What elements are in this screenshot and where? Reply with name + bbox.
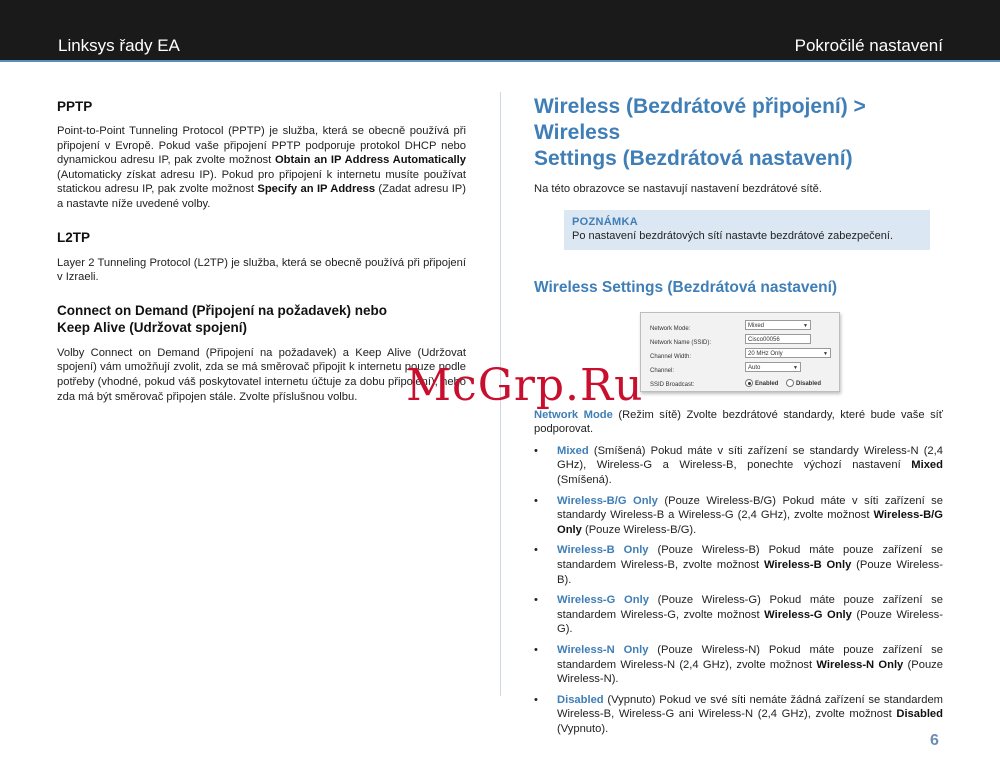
page-header: [0, 0, 1000, 62]
radio-empty-icon: [786, 379, 794, 387]
channel-width-label: Channel Width:: [650, 353, 692, 360]
section-title: Wireless (Bezdrátové připojení) > Wireless Settings (Bezdrátová nastavení): [534, 95, 866, 170]
channel-width-select: 20 MHz Only ▼: [745, 348, 831, 358]
l2tp-heading: L2TP: [57, 229, 91, 245]
pptp-heading: PPTP: [57, 99, 93, 114]
ssid-row: [650, 334, 831, 346]
connect-on-demand-heading: Connect on Demand (Připojení na požadavek) nebo Keep Alive (Udržovat spojení): [57, 302, 388, 335]
wireless-settings-screenshot: [640, 312, 840, 392]
note-text: Po nastavení bezdrátových sítí nastavte bezdrátové zabezpečení.: [572, 230, 894, 243]
bullet-icon: •: [534, 594, 538, 607]
bullet-icon: •: [534, 544, 538, 557]
pptp-paragraph: Point-to-Point Tunneling Protocol (PPTP) je služba, která se obecně používá při připojení v Evropě. Pokud vaše připojení PPTP podporuje protokol DHCP nebo dynamickou adresu IP, pak zvolte možnost Obtain an IP Address Automatically (Automaticky získat adresu IP). Pokud pro připojení k internetu musíte používat statickou adresu IP, pak zvolte možnost Specify an IP Address (Zadat adresu IP) a nastavte níže uvedené volby.: [57, 125, 466, 210]
ssid-broadcast-label: SSID Broadcast:: [650, 381, 695, 388]
ssid-broadcast-row: [650, 376, 831, 388]
chevron-down-icon: ▼: [823, 350, 828, 357]
list-item: • Wireless-N Only (Pouze Wireless-N) Pokud máte pouze zařízení se standardem Wireless-N (2,4 GHz), zvolte možnost Wireless-N Only (Pouze Wireless-N).: [534, 643, 944, 686]
network-mode-list: [534, 444, 943, 737]
header-product-title: Linksys řady EA: [58, 36, 180, 55]
channel-select: Auto ▼: [745, 362, 801, 372]
list-item: • Mixed (Smíšená) Pokud máte v síti zařízení se standardy Wireless-N (2,4 GHz), Wireless-G a Wireless-B, ponechte výchozí nastavení Mixed (Smíšená).: [534, 444, 943, 486]
chevron-down-icon: ▼: [793, 364, 798, 371]
bullet-icon: •: [534, 444, 538, 457]
channel-width-row: [650, 348, 831, 360]
header-section-title: Pokročilé nastavení: [794, 36, 943, 55]
note-box: [564, 210, 930, 250]
enabled-radio: Enabled: [745, 377, 778, 392]
ssid-input: Cisco00056: [745, 334, 811, 344]
connect-on-demand-paragraph: Volby Connect on Demand (Připojení na požadavek) a Keep Alive (Udržovat spojení) vám umožňují zvolit, zda se má směrovač připojit k internetu pouze podle potřeby (vhodné, pokud váš poskytovatel internetu účtuje za dobu připojení), nebo zda má být směrovač připojen stále. Zvolte příslušnou volbu.: [57, 346, 466, 403]
network-mode-row: [650, 320, 831, 332]
list-item: • Wireless-B/G Only (Pouze Wireless-B/G) Pokud máte v síti zařízení se standardy Wireless-B a Wireless-G (2,4 GHz), zvolte možnost Wireless-B/G Only (Pouze Wireless-B/G).: [534, 494, 943, 536]
list-item: • Wireless-G Only (Pouze Wireless-G) Pokud máte pouze zařízení se standardem Wireless-G, zvolte možnost Wireless-G Only (Pouze Wireless-G).: [534, 594, 943, 636]
network-mode-label: Network Mode:: [650, 325, 691, 332]
channel-row: [650, 362, 831, 374]
bullet-icon: •: [534, 693, 538, 706]
bullet-icon: •: [534, 494, 538, 507]
network-mode-paragraph: Network Mode (Režim sítě) Zvolte bezdrátové standardy, které bude vaše síť podporovat.: [534, 408, 943, 436]
ssid-label: Network Name (SSID):: [650, 339, 712, 346]
l2tp-paragraph: Layer 2 Tunneling Protocol (L2TP) je služba, která se obecně používá při připojení v Izraeli.: [57, 256, 466, 284]
disabled-radio: Disabled: [786, 377, 821, 392]
list-item: • Wireless-B Only (Pouze Wireless-B) Pokud máte pouze zařízení se standardem Wireless-B, zvolte možnost Wireless-B Only (Pouze Wireless-B).: [534, 544, 943, 586]
chevron-down-icon: ▼: [803, 322, 808, 329]
network-mode-select: Mixed ▼: [745, 320, 811, 330]
subsection-title: Wireless Settings (Bezdrátová nastavení): [534, 278, 838, 296]
left-column: [57, 94, 466, 404]
page-number: 6: [930, 732, 939, 749]
intro-text: Na této obrazovce se nastavují nastavení bezdrátové sítě.: [534, 183, 822, 195]
list-item: • Disabled (Vypnuto) Pokud ve své síti nemáte žádná zařízení se standardem Wireless-B, Wireless-G ani Wireless-N (2,4 GHz), zvolte možnost Disabled (Vypnuto).: [534, 693, 943, 735]
header-rule: [0, 60, 1000, 62]
radio-selected-icon: [745, 379, 753, 387]
channel-label: Channel:: [650, 367, 675, 374]
watermark-logo: McGrp.Ru: [406, 360, 644, 411]
note-label: POZNÁMKA: [572, 215, 638, 228]
right-column: [534, 94, 943, 742]
bullet-icon: •: [534, 643, 538, 656]
